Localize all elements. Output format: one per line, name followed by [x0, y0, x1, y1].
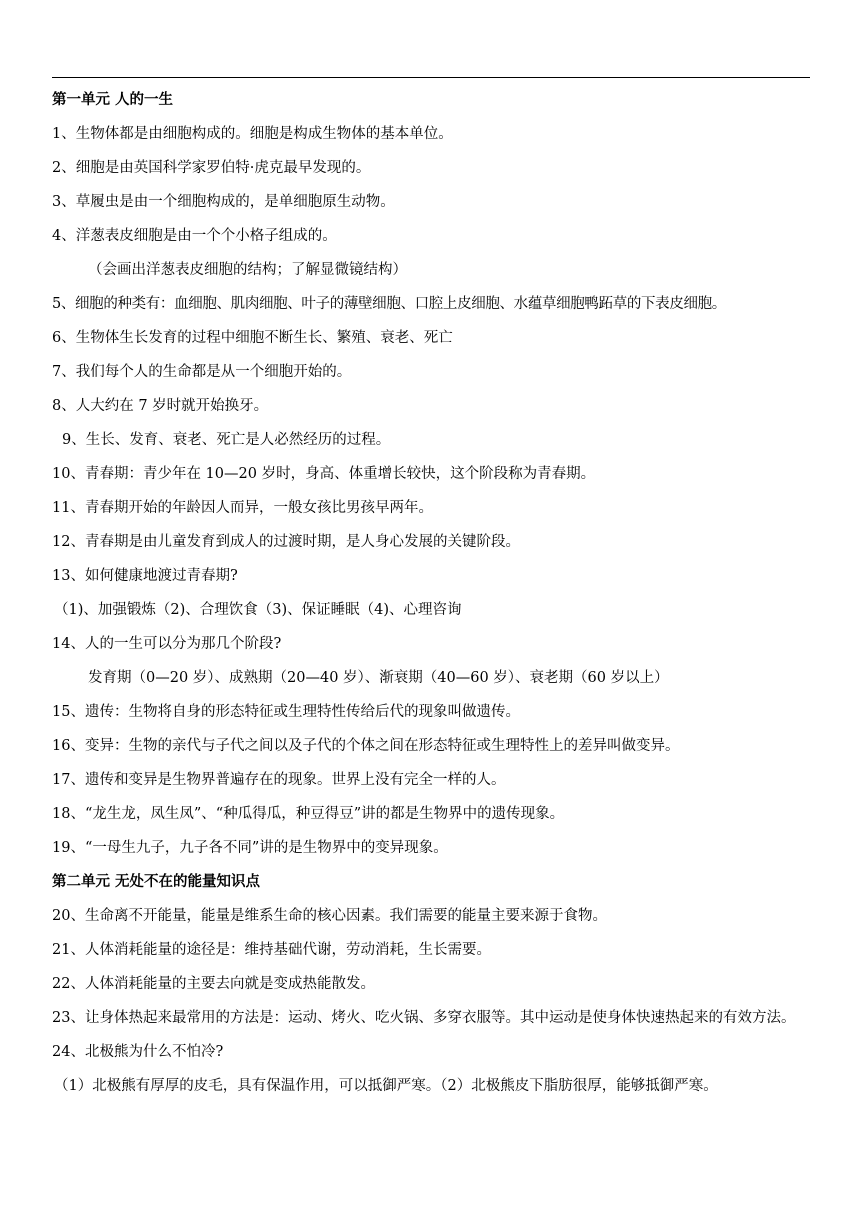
list-item: 15、遗传：生物将自身的形态特征或生理特性传给后代的现象叫做遗传。 — [52, 704, 520, 720]
list-item: 9、生长、发育、衰老、死亡是人必然经历的过程。 — [62, 432, 391, 448]
list-item: 23、让身体热起来最常用的方法是：运动、烤火、吃火锅、多穿衣服等。其中运动是使身体快速热起来的有效方法。 — [52, 1010, 796, 1026]
list-item: 5、细胞的种类有：血细胞、肌肉细胞、叶子的薄壁细胞、口腔上皮细胞、水蕴草细胞鸭跖草的下表皮细胞。 — [52, 296, 726, 312]
list-note: （会画出洋葱表皮细胞的结构；了解显微镜结构） — [88, 262, 407, 278]
document-body — [52, 83, 812, 1103]
list-subitem: 发育期（0—20 岁）、成熟期（20—40 岁）、渐衰期（40—60 岁）、衰老期（60 岁以上） — [88, 670, 669, 686]
list-item: 21、人体消耗能量的途径是：维持基础代谢，劳动消耗，生长需要。 — [52, 942, 491, 958]
header-rule — [52, 77, 810, 78]
list-item: 22、人体消耗能量的主要去向就是变成热能散发。 — [52, 976, 375, 992]
list-item: 16、变异：生物的亲代与子代之间以及子代的个体之间在形态特征或生理特性上的差异叫做变异。 — [52, 738, 680, 754]
list-item: 14、人的一生可以分为那几个阶段? — [52, 636, 282, 652]
list-item: 2、细胞是由英国科学家罗伯特·虎克最早发现的。 — [52, 160, 371, 176]
list-item: 13、如何健康地渡过青春期? — [52, 568, 238, 584]
list-item: 3、草履虫是由一个细胞构成的，是单细胞原生动物。 — [52, 194, 395, 210]
list-item: 19、“一母生九子，九子各不同”讲的是生物界中的变异现象。 — [52, 840, 448, 856]
list-item: 17、遗传和变异是生物界普遍存在的现象。世界上没有完全一样的人。 — [52, 772, 506, 788]
list-item: 18、“龙生龙，凤生凤”、“种瓜得瓜，种豆得豆”讲的都是生物界中的遗传现象。 — [52, 806, 565, 822]
list-item: 7、我们每个人的生命都是从一个细胞开始的。 — [52, 364, 352, 380]
list-item: 24、北极熊为什么不怕冷? — [52, 1044, 224, 1060]
list-item: 6、生物体生长发育的过程中细胞不断生长、繁殖、衰老、死亡 — [52, 330, 453, 346]
unit1-heading: 第一单元 人的一生 — [52, 92, 174, 108]
list-item: 1、生物体都是由细胞构成的。细胞是构成生物体的基本单位。 — [52, 126, 453, 142]
list-item: 20、生命离不开能量，能量是维系生命的核心因素。我们需要的能量主要来源于食物。 — [52, 908, 607, 924]
list-item: 11、青春期开始的年龄因人而异，一般女孩比男孩早两年。 — [52, 500, 433, 516]
list-item: 8、人大约在 7 岁时就开始换牙。 — [52, 398, 269, 414]
list-subitem: （1)、加强锻炼（2)、合理饮食（3)、保证睡眠（4)、心理咨询 — [54, 602, 462, 618]
unit2-heading: 第二单元 无处不在的能量知识点 — [52, 874, 261, 890]
list-item: 10、青春期：青少年在 10—20 岁时，身高、体重增长较快，这个阶段称为青春期。 — [52, 466, 596, 482]
list-item: 4、洋葱表皮细胞是由一个个小格子组成的。 — [52, 228, 337, 244]
list-item: 12、青春期是由儿童发育到成人的过渡时期，是人身心发展的关键阶段。 — [52, 534, 520, 550]
list-subitem: （1）北极熊有厚厚的皮毛，具有保温作用，可以抵御严寒。（2）北极熊皮下脂肪很厚，能够抵御严寒。 — [54, 1078, 718, 1094]
